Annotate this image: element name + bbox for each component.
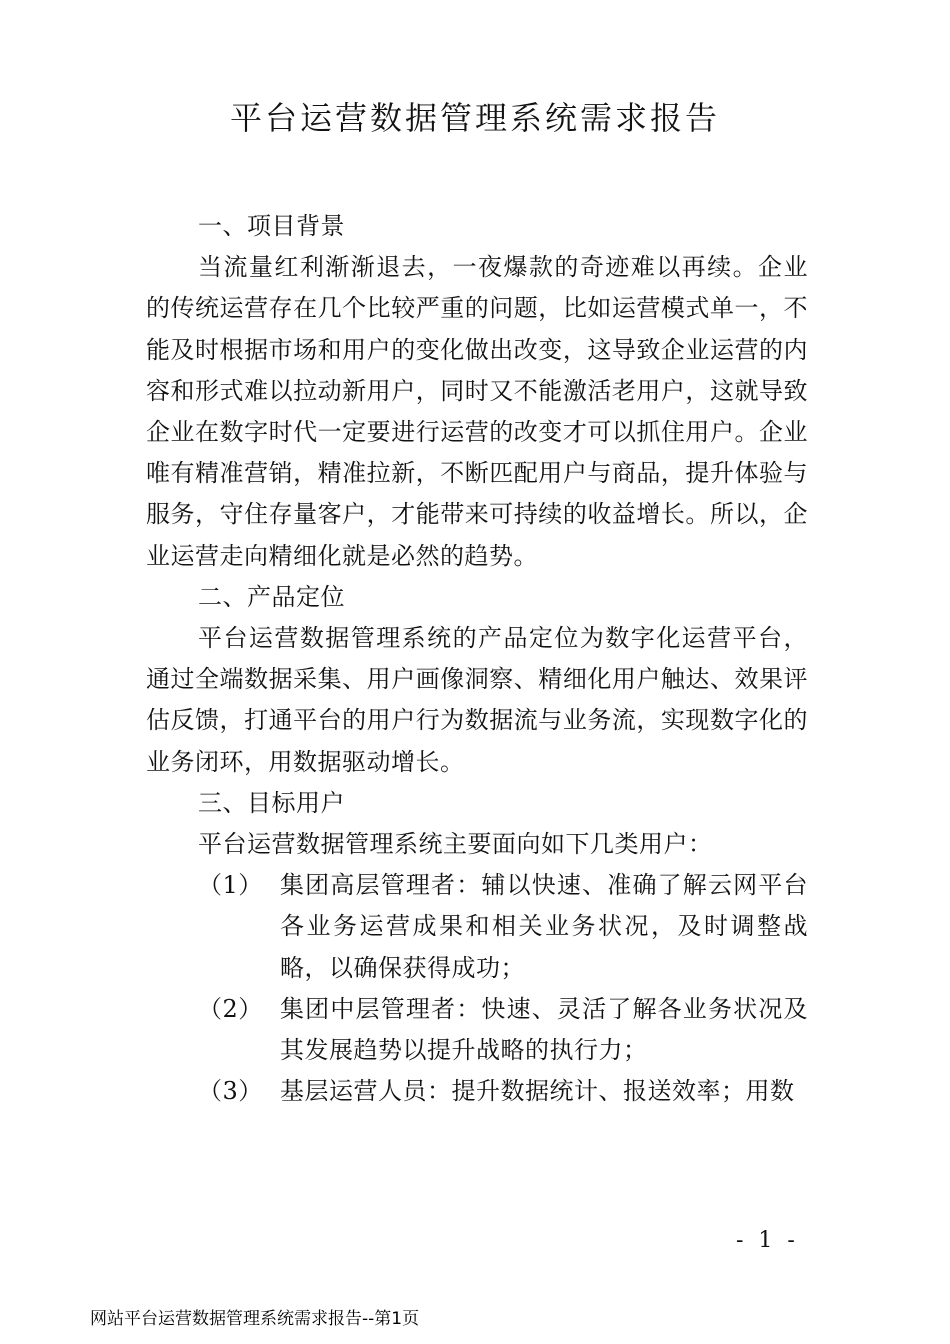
document-title: 平台运营数据管理系统需求报告 [229, 99, 720, 137]
page-number: - 1 - [736, 1228, 799, 1253]
list-item-number: （1） [198, 871, 263, 900]
list-item-text: 基层运营人员：提升数据统计、报送效率；用数 [280, 1077, 795, 1106]
section-heading-target-users: 三、目标用户 [198, 788, 345, 817]
list-item-text: 集团中层管理者：快速、灵活了解各业务状况及其发展趋势以提升战略的执行力； [280, 994, 808, 1065]
document-body [146, 206, 808, 1112]
background-paragraph: 当流量红利渐渐退去，一夜爆款的奇迹难以再续。企业的传统运营存在几个比较严重的问题，比如运营模式单一，不能及时根据市场和用户的变化做出改变，这导致企业运营的内容和形式难以拉动新用户，同时又不能激活老用户，这就导致企业在数字时代一定要进行运营的改变才可以抓住用户。企业唯有精准营销，精准拉新，不断匹配用户与商品，提升体验与服务，守住存量客户，才能带来可持续的收益增长。所以，企业运营走向精细化就是必然的趋势。 [146, 253, 808, 570]
section-heading-positioning: 二、产品定位 [198, 582, 345, 611]
target-users-intro: 平台运营数据管理系统主要面向如下几类用户： [198, 830, 713, 859]
list-item [146, 1071, 808, 1112]
list-item-text: 集团高层管理者：辅以快速、准确了解云网平台各业务运营成果和相关业务状况，及时调整战略，以确保获得成功； [280, 871, 808, 982]
footer-caption: 网站平台运营数据管理系统需求报告--第1页 [90, 1309, 420, 1329]
target-users-list [146, 865, 808, 1112]
list-item [146, 865, 808, 989]
section-heading-background: 一、项目背景 [198, 212, 345, 240]
positioning-paragraph: 平台运营数据管理系统的产品定位为数字化运营平台，通过全端数据采集、用户画像洞察、精细化用户触达、效果评估反馈，打通平台的用户行为数据流与业务流，实现数字化的业务闭环，用数据驱动增长。 [146, 624, 808, 776]
list-item-number: （3） [198, 1077, 263, 1106]
list-item-number: （2） [198, 994, 263, 1023]
list-item [146, 989, 808, 1071]
